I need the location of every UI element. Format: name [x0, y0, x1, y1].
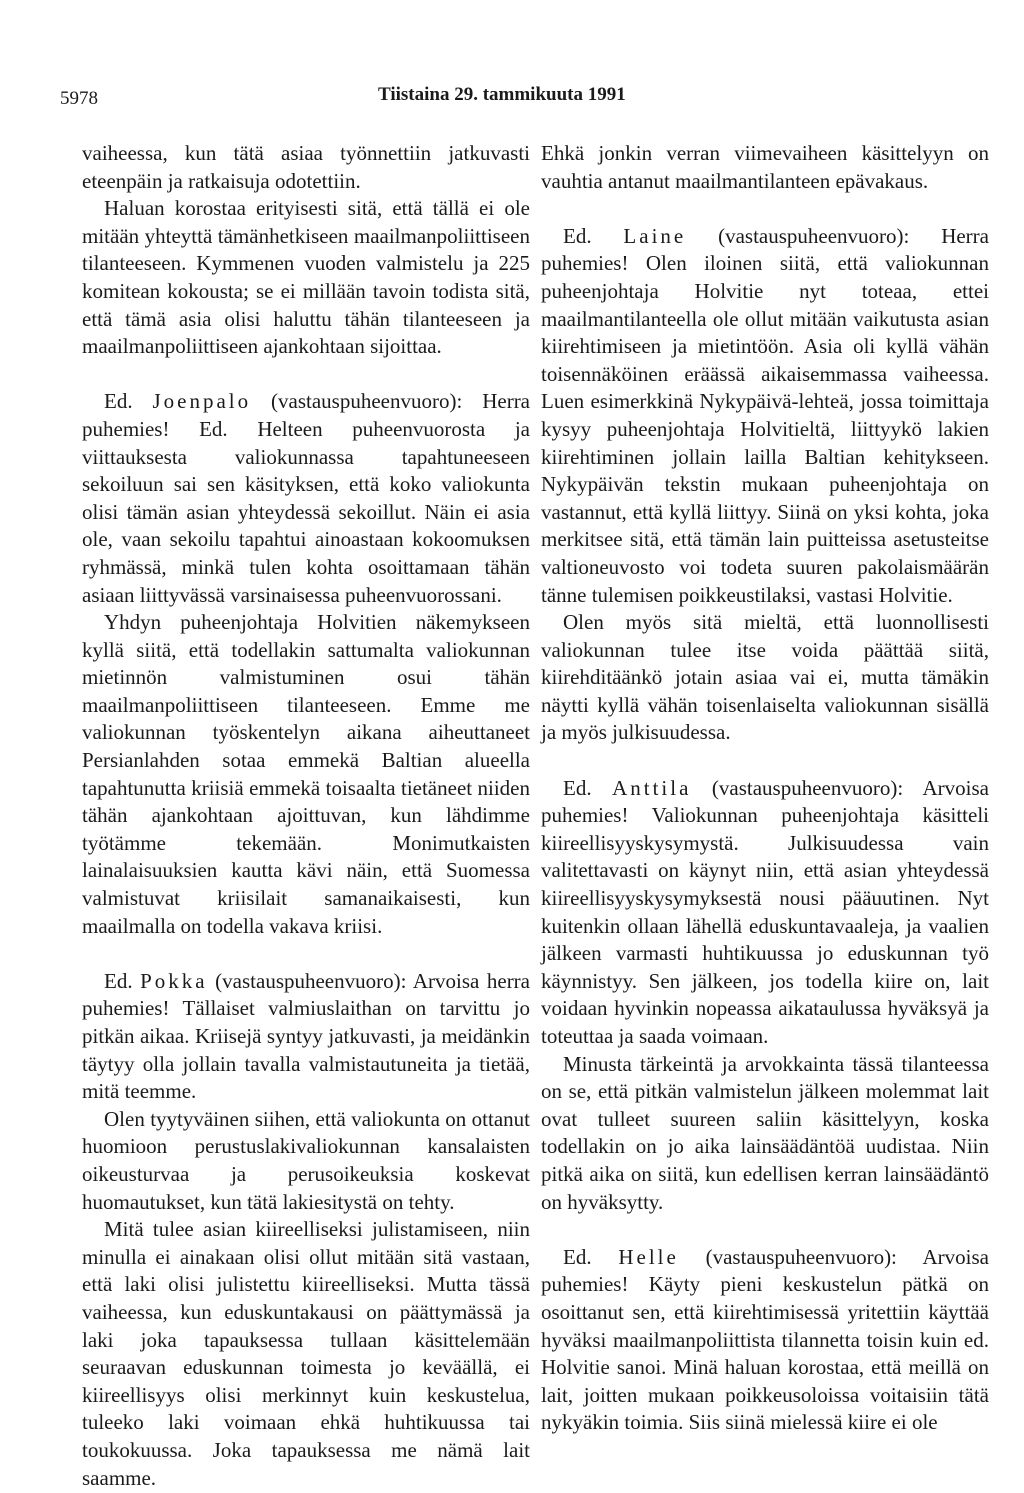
- right-column: [541, 140, 989, 1437]
- paragraph: Olen myös sitä mieltä, että luonnollisesti valiokunnan tulee itse voida päättää siitä, kiirehditäänkö jotain asiaa vai ei, mutta tämäkin näytti kyllä vähän toisenlaiselta valiokunnan sisällä ja myös julkisuudessa.: [541, 610, 989, 745]
- speech-text: (vastauspuheenvuoro): Arvoisa herra puhemies! Tällaiset valmiuslaithan on tarvittu jo pitkän aikaa. Kriisejä syntyy jatkuvasti, ja meidänkin täytyy olla jollain tavalla valmistautuneita ja tietää, mitä teemme.: [82, 968, 530, 1104]
- speech-entry: [541, 223, 989, 609]
- left-column: [82, 140, 530, 1492]
- speech-entry: [541, 1244, 989, 1437]
- speech-text: (vastauspuheenvuoro): Arvoisa puhemies! Käyty pieni keskustelun pätkä on osoittanut sen, että kiirehtimisessä yritettiin käyttää hyväksi maailmanpoliittista tilannetta toisin kuin ed. Holvitie sanoi. Minä haluan korostaa, että meillä on lait, joitten mukaan poikkeusoloissa voitaisiin tätä nykyäkin toimia. Siis siinä mielessä kiire ei ole: [541, 1244, 989, 1435]
- speech-text: (vastauspuheenvuoro): Herra puhemies! Ed. Helteen puheenvuorosta ja viittauksesta valiokunnassa tapahtuneeseen sekoiluun sai sen käsityksen, että koko valiokunta olisi tämän asian yhteydessä sekoillut. Näin ei asia ole, vaan sekoilu tapahtui ainoastaan kokoomuksen ryhmässä, minkä tulen kohta osoittamaan tähän asiaan liittyvässä varsinaisessa puheenvuorossani.: [82, 389, 531, 607]
- paragraph: Minusta tärkeintä ja arvokkainta tässä tilanteessa on se, että pitkän valmistelun jälkeen molemmat lait ovat tulleet suureen saliin käsittelyyn, koska todellakin on jo aika lainsäädäntöä uudistaa. Niin pitkä aika on siitä, kun edellisen kerran lainsäädäntö on hyväksytty.: [541, 1051, 989, 1214]
- speech-prefix: Ed.: [563, 775, 613, 800]
- speaker-name: Pokka: [140, 968, 208, 993]
- speech-text: (vastauspuheenvuoro): Arvoisa puhemies! Valiokunnan puheenjohtaja käsitteli kiireellisyyskysymystä. Julkisuudessa vain valitettavasti on käynyt niin, että asian yhteydessä kiireellisyyskysymyksestä nousi pääuutinen. Nyt kuitenkin ollaan lähellä eduskuntavaaleja, ja vaalien jälkeen varmasti huhtikuussa jo eduskunnan työ käynnistyy. Sen jälkeen, jos todella kiire on, lait voidaan hyvinkin nopeassa aikataulussa hyväksyä ja toteuttaa ja saada voimaan.: [541, 775, 989, 1048]
- paragraph: Olen tyytyväinen siihen, että valiokunta on ottanut huomioon perustuslakivaliokunnan kansalaisten oikeusturvaa ja perusoikeuksia koskevat huomautukset, kun tätä lakiesitystä on tehty.: [82, 1106, 530, 1214]
- speech-entry: [82, 968, 530, 1106]
- speech-prefix: Ed.: [563, 1244, 619, 1269]
- speech-text: (vastauspuheenvuoro): Herra puhemies! Olen iloinen siitä, että valiokunnan puheenjohtaja Holvitie nyt toteaa, ettei maailmantilanteella ole ollut mitään vaikutusta asian kiirehtimiseen ja mietintöön. Asia oli kyllä vähän toisennäköinen eräässä aikaisemmassa vaiheessa. Luen esimerkkinä Nykypäivä-lehteä, jossa toimittaja kysyy puheenjohtaja Holvitieltä, liittyykö lakien kiirehtiminen jollain lailla Baltian kehitykseen. Nykypäivän tekstin mukaan puheenjohtaja on vastannut, että kyllä liittyy. Siinä on yksi kohta, joka merkitsee sitä, että tämän lain puitteissa asetusteitse valtioneuvosto voi todeta suuren pakolaismäärän tänne tulemisen poikkeustilaksi, vastasi Holvitie.: [541, 223, 989, 607]
- speaker-name: Anttila: [612, 775, 692, 800]
- speaker-name: Joenpalo: [152, 389, 252, 414]
- paragraph: Yhdyn puheenjohtaja Holvitien näkemykseen kyllä siitä, että todellakin sattumalta valiokunnan mietinnön valmistuminen osui tähän maailmanpoliittiseen tilanteeseen. Emme me valiokunnan työskentelyn aikana aiheuttaneet Persianlahden sotaa emmekä Baltian alueella tapahtunutta kriisiä emmekä toisaalta tietäneet niiden tähän ajankohtaan ajoittuvan, kun lähdimme työtämme tekemään. Monimutkaisten lainalaisuuksien kautta kävi näin, että Suomessa valmistuvat kriisilait samanaikaisesti, kun maailmalla on todella vakava kriisi.: [82, 610, 530, 938]
- paragraph: vaiheessa, kun tätä asiaa työnnettiin jatkuvasti eteenpäin ja ratkaisuja odotettiin.: [82, 141, 530, 193]
- page-header-date: Tiistaina 29. tammikuuta 1991: [378, 84, 626, 105]
- paragraph: Mitä tulee asian kiireelliseksi julistamiseen, niin minulla ei ainakaan olisi ollut mitään sitä vastaan, että laki olisi julistettu kiireelliseksi. Mutta tässä vaiheessa, kun eduskuntakausi on päättymässä ja laki joka tapauksessa tullaan käsittelemään seuraavan eduskunnan toimesta jo keväällä, ei kiireellisyys olisi merkinnyt kuin keskustelua, tuleeko laki voimaan ehkä huhtikuussa tai toukokuussa. Joka tapauksessa me nämä lait saamme.: [82, 1217, 530, 1490]
- speech-entry: [82, 388, 530, 609]
- speech-prefix: Ed.: [104, 968, 141, 993]
- speaker-name: Laine: [623, 223, 687, 248]
- paragraph: Haluan korostaa erityisesti sitä, että tällä ei ole mitään yhteyttä tämänhetkiseen maailmanpoliittiseen tilanteeseen. Kymmenen vuoden valmistelu ja 225 komitean kokousta; se ei millään tavoin todista sitä, että tämä asia olisi haluttu tähän tilanteeseen ja maailmanpoliittiseen ajankohtaan sijoittaa.: [82, 196, 530, 359]
- speech-prefix: Ed.: [104, 389, 153, 414]
- speaker-name: Helle: [618, 1244, 679, 1269]
- page-number: 5978: [60, 88, 98, 109]
- paragraph: Ehkä jonkin verran viimevaiheen käsittelyyn on vauhtia antanut maailmantilanteen epävakaus.: [541, 141, 989, 193]
- speech-entry: [541, 775, 989, 1051]
- speech-prefix: Ed.: [563, 223, 624, 248]
